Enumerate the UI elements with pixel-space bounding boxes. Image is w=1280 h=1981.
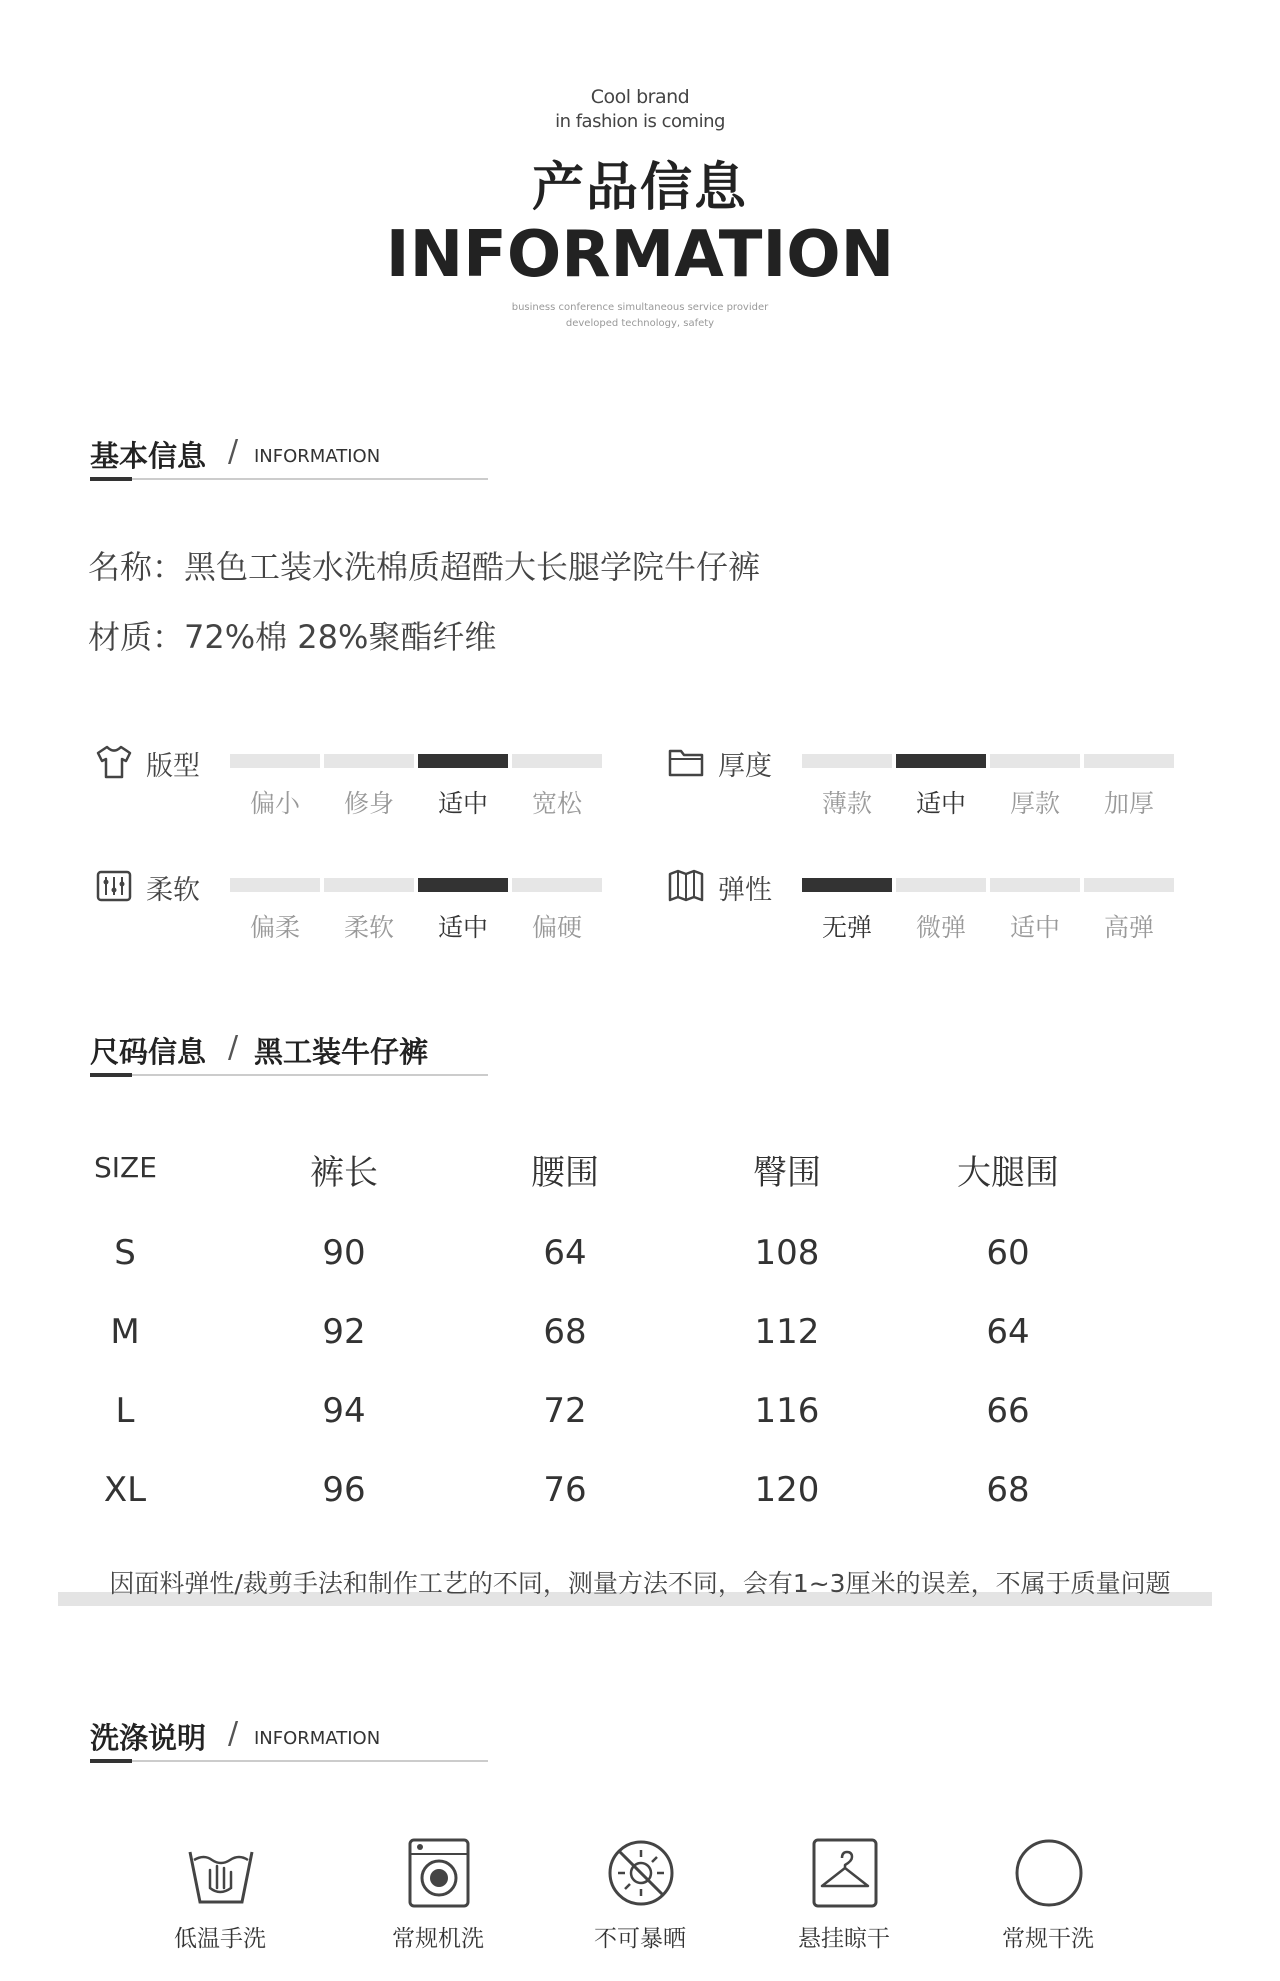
scale-thickness <box>666 738 1166 818</box>
section-heading-wash <box>90 1716 490 1762</box>
brand-line-1: Cool brand <box>590 86 690 108</box>
scale-label: 厚度 <box>718 751 772 782</box>
tagline-2: developed technology, safety <box>565 318 715 329</box>
table-cell: 108 <box>754 1233 820 1273</box>
table-cell: 72 <box>543 1391 587 1431</box>
section-divider <box>90 1074 488 1076</box>
scale-bar <box>324 878 414 892</box>
table-cell: 112 <box>754 1312 820 1352</box>
section-slash: / <box>228 1716 239 1751</box>
table-cell: 90 <box>322 1233 366 1273</box>
scale-option-selected: 无弹 <box>821 913 872 942</box>
scale-bar <box>990 878 1080 892</box>
scale-bar-selected <box>896 754 986 768</box>
section-accent <box>90 1759 132 1763</box>
hang-dry-icon <box>810 1838 880 1908</box>
measurement-note: 因面料弹性/裁剪手法和制作工艺的不同，测量方法不同，会有1~3厘米的误差，不属于质量问题 <box>109 1569 1171 1598</box>
scale-option: 高弹 <box>1103 913 1154 942</box>
section-subtitle: INFORMATION <box>254 1728 381 1749</box>
care-label: 低温手洗 <box>174 1926 266 1952</box>
section-slash: / <box>228 1030 239 1065</box>
scale-option: 偏柔 <box>249 913 300 942</box>
table-cell: 68 <box>543 1312 587 1352</box>
scale-bar-selected <box>418 754 508 768</box>
section-heading-basic <box>90 434 490 480</box>
scale-label: 弹性 <box>718 875 772 906</box>
table-header-cell: 臀围 <box>753 1153 821 1193</box>
care-label: 不可暴晒 <box>594 1926 686 1952</box>
care-item <box>774 1838 914 1958</box>
brand-line-2: in fashion is coming <box>555 111 725 132</box>
elasticity-icon <box>666 866 706 906</box>
machine-wash-icon <box>404 1838 474 1908</box>
care-label: 常规机洗 <box>392 1926 484 1952</box>
page-title-en: INFORMATION <box>385 218 895 292</box>
scale-fit <box>94 738 594 818</box>
care-item <box>368 1838 508 1958</box>
no-sun-icon <box>606 1838 676 1908</box>
scale-option: 薄款 <box>821 789 872 818</box>
care-item <box>570 1838 710 1958</box>
scale-option-selected: 适中 <box>437 913 488 942</box>
tshirt-icon <box>94 742 134 782</box>
scale-bar <box>512 754 602 768</box>
section-heading-size <box>90 1030 490 1076</box>
scale-elasticity <box>666 862 1166 942</box>
section-accent <box>90 477 132 481</box>
folder-icon <box>666 742 706 782</box>
table-row <box>70 1312 1090 1372</box>
table-header-cell: 大腿围 <box>957 1153 1059 1193</box>
table-cell: S <box>114 1233 136 1273</box>
scale-softness <box>94 862 594 942</box>
scale-bar-selected <box>802 878 892 892</box>
tagline-1: business conference simultaneous service provider <box>511 302 769 313</box>
section-divider <box>90 478 488 480</box>
hand-wash-icon <box>186 1838 256 1908</box>
scale-bar <box>896 878 986 892</box>
scale-bar <box>512 878 602 892</box>
table-cell: 66 <box>986 1391 1030 1431</box>
care-label: 常规干洗 <box>1002 1926 1094 1952</box>
scale-option-selected: 适中 <box>437 789 488 818</box>
table-row <box>70 1470 1090 1530</box>
scale-option: 厚款 <box>1009 789 1060 818</box>
table-cell: 68 <box>986 1470 1030 1510</box>
table-cell: 116 <box>754 1391 820 1431</box>
table-cell: 64 <box>986 1312 1030 1352</box>
table-cell: M <box>110 1312 140 1352</box>
scale-option: 偏硬 <box>531 913 582 942</box>
table-cell: L <box>115 1391 135 1431</box>
table-row <box>70 1391 1090 1451</box>
scale-bar <box>1084 754 1174 768</box>
scale-option: 微弹 <box>915 913 966 942</box>
table-cell: XL <box>103 1470 147 1510</box>
section-divider <box>90 1760 488 1762</box>
section-title: 尺码信息 <box>90 1035 207 1069</box>
care-item <box>978 1838 1118 1958</box>
table-cell: 96 <box>322 1470 366 1510</box>
scale-bar <box>324 754 414 768</box>
table-row <box>70 1233 1090 1293</box>
scale-label: 版型 <box>146 751 200 782</box>
scale-bar <box>802 754 892 768</box>
scale-option: 宽松 <box>531 789 582 818</box>
scale-option-selected: 适中 <box>915 789 966 818</box>
scale-option: 柔软 <box>343 913 394 942</box>
care-item <box>150 1838 290 1958</box>
scale-bar <box>990 754 1080 768</box>
scale-bar <box>230 754 320 768</box>
section-accent <box>90 1073 132 1077</box>
section-title: 基本信息 <box>90 439 207 473</box>
product-name: 名称：黑色工装水洗棉质超酷大长腿学院牛仔裤 <box>88 548 761 586</box>
scale-option: 修身 <box>343 789 394 818</box>
table-header-cell: 裤长 <box>310 1153 378 1193</box>
table-cell: 92 <box>322 1312 366 1352</box>
scale-option: 偏小 <box>249 789 300 818</box>
section-title: 洗涤说明 <box>90 1721 207 1755</box>
scale-bar-selected <box>418 878 508 892</box>
section-slash: / <box>228 434 239 469</box>
scale-option: 适中 <box>1009 913 1060 942</box>
section-subtitle: INFORMATION <box>254 446 381 467</box>
dry-clean-icon <box>1014 1838 1084 1908</box>
table-header-row <box>70 1145 1090 1205</box>
softness-icon <box>94 866 134 906</box>
scale-bar <box>230 878 320 892</box>
page-title-cn: 产品信息 <box>531 158 748 218</box>
table-cell: 94 <box>322 1391 366 1431</box>
table-header-cell: SIZE <box>94 1151 157 1184</box>
scale-option: 加厚 <box>1103 789 1154 818</box>
section-subtitle: 黑工装牛仔裤 <box>254 1035 429 1069</box>
table-cell: 64 <box>543 1233 587 1273</box>
table-cell: 60 <box>986 1233 1030 1273</box>
product-material: 材质：72%棉 28%聚酯纤维 <box>88 618 497 656</box>
scale-label: 柔软 <box>146 875 200 906</box>
table-cell: 76 <box>543 1470 587 1510</box>
table-cell: 120 <box>754 1470 820 1510</box>
care-label: 悬挂晾干 <box>798 1926 890 1952</box>
table-header-cell: 腰围 <box>531 1153 599 1193</box>
scale-bar <box>1084 878 1174 892</box>
